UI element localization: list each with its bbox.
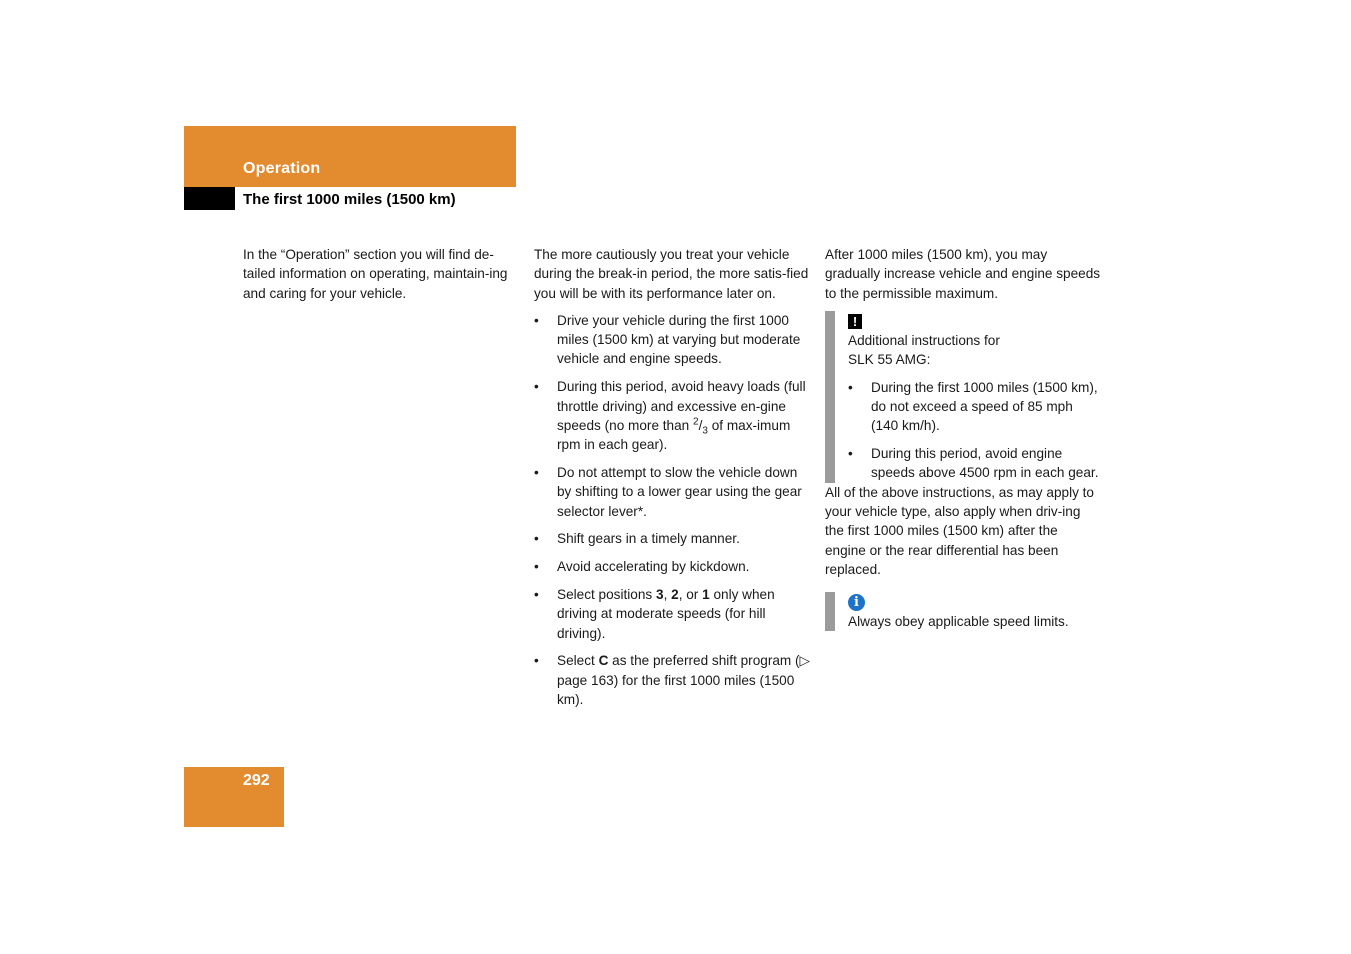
list-item-text: Drive your vehicle during the first 1000 miles (1500 km) at varying but moderate vehicle and engine speeds. — [557, 312, 801, 367]
section-title: Operation — [243, 160, 321, 177]
list-item-text: Do not attempt to slow the vehicle down by shifting to a lower gear using the gear selector lever*. — [557, 464, 802, 519]
list-item-text: of max-imum rpm in each gear). — [557, 417, 791, 453]
list-item-text: During this period, avoid engine speeds above 4500 rpm in each gear. — [871, 446, 1099, 481]
warning-list — [848, 378, 1101, 483]
list-item — [534, 651, 810, 709]
after-break-in-paragraph: After 1000 miles (1500 km), you may gradually increase vehicle and engine speeds to the permissible maximum. — [825, 247, 1101, 301]
list-item-text: page 163) for the first 1000 miles (1500 km). — [557, 672, 795, 707]
warning-icon: ! — [848, 314, 862, 329]
list-item — [534, 377, 810, 454]
bullet-icon: • — [848, 446, 853, 462]
warning-text: Additional instructions for SLK 55 AMG: — [848, 333, 1000, 368]
bullet-icon: • — [534, 312, 539, 328]
list-item-text: During this period, avoid heavy loads (full throttle driving) and excessive en-gine speeds (no more than — [557, 379, 806, 433]
list-item — [534, 557, 810, 576]
list-item-text: as the preferred shift program ( — [608, 653, 800, 669]
list-item — [534, 585, 810, 643]
bullet-icon: • — [534, 464, 539, 480]
list-item-text: Shift gears in a timely manner. — [557, 531, 740, 547]
section-header-bar — [184, 126, 516, 187]
list-item-text: only when driving at moderate speeds (for hill driving). — [557, 586, 775, 641]
page-number: 292 — [243, 772, 270, 789]
separator: , or — [678, 586, 703, 602]
subsection-marker — [184, 187, 235, 210]
note-bar — [825, 592, 835, 631]
list-item-text: During the first 1000 miles (1500 km), do not exceed a speed of 85 mph (140 km/h). — [871, 379, 1098, 434]
warning-note — [825, 311, 1101, 483]
list-item — [534, 529, 810, 548]
bullet-icon: • — [534, 653, 539, 669]
list-item — [534, 463, 810, 521]
break-in-intro: The more cautiously you treat your vehicle during the break-in period, the more satis-fied you will be with its performance later on. — [534, 247, 809, 301]
list-item-text: Select positions — [557, 586, 656, 602]
bullet-icon: • — [848, 379, 853, 395]
subsection-title: The first 1000 miles (1500 km) — [243, 191, 456, 208]
bullet-icon: • — [534, 559, 539, 575]
separator: , — [663, 586, 672, 602]
column-3 — [825, 245, 1101, 631]
intro-paragraph: In the “Operation” section you will find de-tailed information on operating, maintain-ing and caring for your vehicle. — [243, 247, 508, 301]
shift-program-c: C — [598, 653, 609, 669]
bullet-icon: • — [534, 531, 539, 547]
column-1 — [243, 245, 519, 303]
bullet-icon: • — [534, 379, 539, 395]
info-note — [825, 592, 1101, 631]
gear-position-2: 2 — [671, 586, 679, 602]
gear-position-3: 3 — [656, 586, 664, 602]
fraction-numerator: 2 — [693, 416, 699, 428]
list-item — [848, 444, 1101, 483]
fraction-denominator: 3 — [702, 425, 708, 437]
break-in-list — [534, 311, 810, 709]
list-item — [534, 311, 810, 369]
info-text: Always obey applicable speed limits. — [848, 613, 1069, 629]
page-reference-arrow-icon[interactable]: ▷ — [799, 653, 811, 669]
list-item-text: Select — [557, 653, 599, 669]
applicability-paragraph: All of the above instructions, as may apply to your vehicle type, also apply when driv-ing the first 1000 miles (1500 km) after the engine or the rear differential has been replaced. — [825, 484, 1094, 577]
gear-position-1: 1 — [702, 586, 710, 602]
list-item — [848, 378, 1101, 436]
bullet-icon: • — [534, 586, 539, 602]
column-2 — [534, 245, 810, 718]
list-item-text: Avoid accelerating by kickdown. — [557, 559, 750, 575]
fraction-slash: / — [698, 417, 703, 433]
info-icon: i — [848, 594, 865, 611]
note-bar — [825, 311, 835, 483]
